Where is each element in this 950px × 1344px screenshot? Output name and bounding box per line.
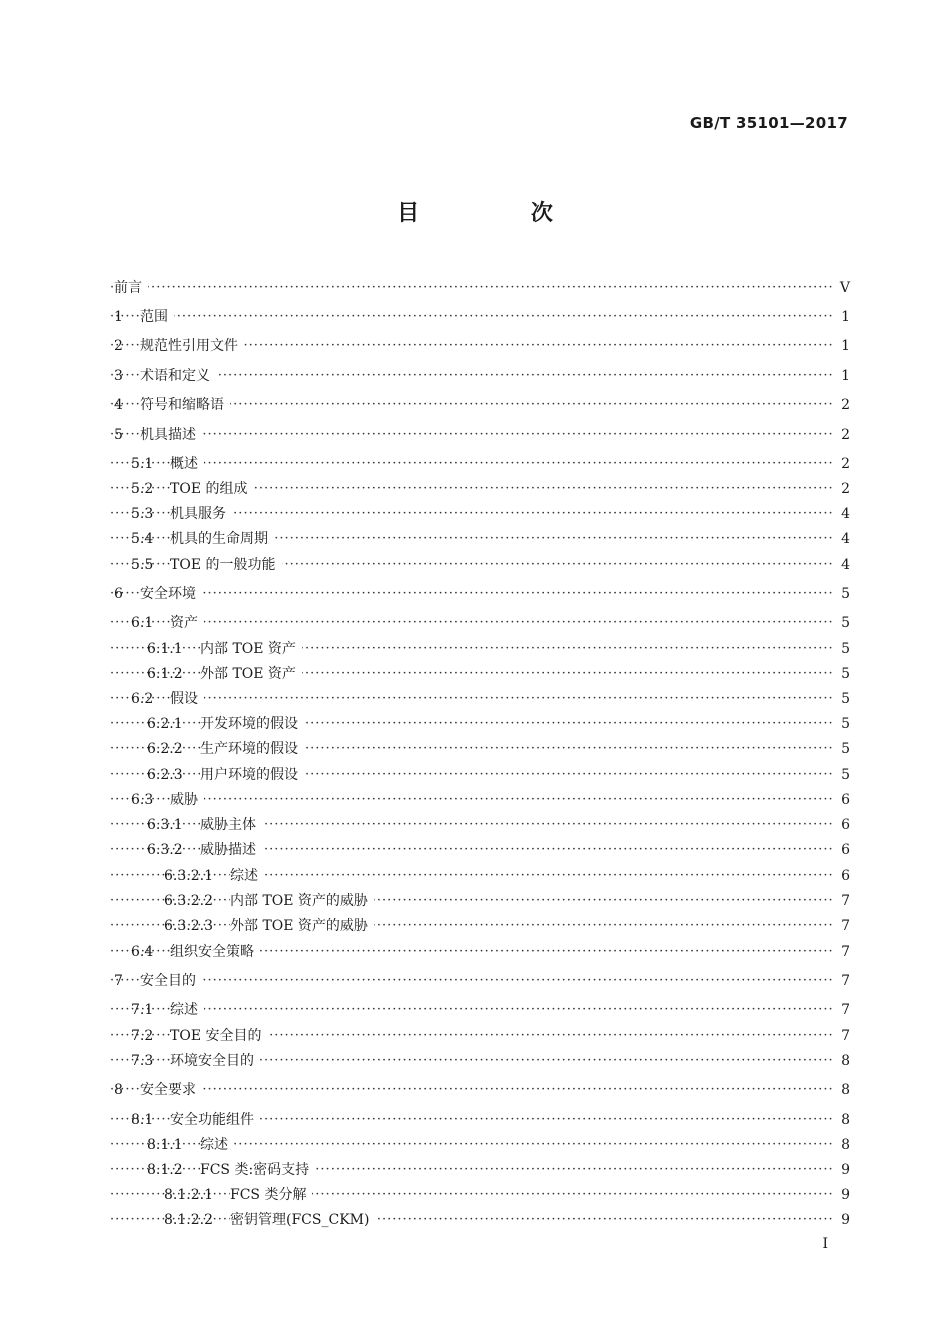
- toc-entry-number: 8: [114, 1082, 123, 1098]
- toc-entry-page: 2: [832, 423, 850, 447]
- toc-entry-label: 规范性引用文件: [140, 334, 244, 358]
- toc-entry-label: TOE 的一般功能: [170, 553, 282, 577]
- toc-entry-page: 5: [832, 687, 850, 711]
- toc-entry-label: 威胁描述: [200, 838, 262, 862]
- toc-entry-number: 6.1.2: [147, 666, 183, 682]
- toc-entry-page: 8: [832, 1049, 850, 1073]
- toc-entry[interactable]: [0, 1158, 950, 1182]
- toc-entry-label: 用户环境的假设: [200, 763, 304, 787]
- toc-entry[interactable]: [0, 998, 950, 1022]
- toc-entry-page: 5: [832, 582, 850, 606]
- toc-entry-label: TOE 的组成: [170, 477, 254, 501]
- toc-leader-dots: [110, 914, 842, 938]
- toc-entry-page: 2: [832, 393, 850, 417]
- toc-entry[interactable]: [0, 940, 950, 964]
- toc-entry-number: 8.1.2: [147, 1162, 183, 1178]
- toc-entry-page: 9: [832, 1208, 850, 1232]
- toc-entry-page: 9: [832, 1183, 850, 1207]
- toc-entry-page: 8: [832, 1133, 850, 1157]
- toc-entry-number: 6.1: [131, 615, 154, 631]
- toc-entry-number: 6: [114, 586, 123, 602]
- toc-entry-label: 内部 TOE 资产的威胁: [230, 889, 374, 913]
- toc-entry-label: 安全环境: [140, 582, 202, 606]
- toc-entry-number: 8.1.2.2: [164, 1212, 213, 1228]
- toc-entry[interactable]: [0, 662, 950, 686]
- toc-entry-number: 1: [114, 309, 123, 325]
- toc-entry-label: 资产: [170, 611, 204, 635]
- toc-leader-dots: [110, 864, 842, 888]
- toc-entry-label: 安全要求: [140, 1078, 202, 1102]
- toc-entry[interactable]: [0, 477, 950, 501]
- toc-leader-dots: [110, 788, 842, 812]
- toc-entry-number: 6.4: [131, 944, 154, 960]
- toc-entry-number: 6.3.2.2: [164, 893, 213, 909]
- toc-entry-label: 开发环境的假设: [200, 712, 304, 736]
- toc-entry-number: 2: [114, 338, 123, 354]
- toc-leader-dots: [110, 582, 842, 606]
- toc-leader-dots: [110, 889, 842, 913]
- toc-entry[interactable]: [0, 914, 950, 938]
- toc-entry-number: 6.3: [131, 792, 154, 808]
- toc-entry-page: 8: [832, 1108, 850, 1132]
- toc-entry[interactable]: [0, 364, 950, 388]
- toc-entry-label: 组织安全策略: [170, 940, 260, 964]
- toc-entry-label: 符号和缩略语: [140, 393, 230, 417]
- toc-entry-page: 7: [832, 889, 850, 913]
- toc-entry-page: 5: [832, 611, 850, 635]
- toc-entry-label: 机具描述: [140, 423, 202, 447]
- toc-entry[interactable]: [0, 1078, 950, 1102]
- toc-leader-dots: [110, 452, 842, 476]
- toc-entry[interactable]: [0, 1183, 950, 1207]
- standard-code: GB/T 35101—2017: [689, 114, 848, 132]
- toc-leader-dots: [110, 969, 842, 993]
- toc-entry-label: 综述: [200, 1133, 234, 1157]
- page-title: 目 次: [397, 201, 605, 226]
- toc-entry-label: 概述: [170, 452, 204, 476]
- toc-entry-page: 7: [832, 969, 850, 993]
- toc-entry-page: 7: [832, 998, 850, 1022]
- toc-entry-page: 5: [832, 637, 850, 661]
- page-number: I: [822, 1236, 828, 1252]
- toc-leader-dots: [110, 611, 842, 635]
- toc-entry-label: 威胁主体: [200, 813, 262, 837]
- toc-leader-dots: [110, 423, 842, 447]
- toc-entry-page: 7: [832, 914, 850, 938]
- toc-entry[interactable]: [0, 276, 950, 300]
- toc-entry-page: 4: [832, 553, 850, 577]
- toc-entry-label: 密钥管理(FCS_CKM): [230, 1208, 375, 1232]
- toc-entry-label: 威胁: [170, 788, 204, 812]
- toc-entry[interactable]: [0, 611, 950, 635]
- toc-entry[interactable]: [0, 553, 950, 577]
- toc-leader-dots: [110, 276, 842, 300]
- toc-entry-number: 6.2.2: [147, 741, 183, 757]
- toc-entry-label: 安全功能组件: [170, 1108, 260, 1132]
- toc-entry-number: 7.3: [131, 1053, 154, 1069]
- toc-entry-page: 1: [832, 334, 850, 358]
- toc-entry[interactable]: [0, 788, 950, 812]
- toc-entry-number: 8.1: [131, 1112, 154, 1128]
- toc-leader-dots: [110, 998, 842, 1022]
- toc-entry-label: TOE 安全目的: [170, 1024, 268, 1048]
- toc-entry-label: 机具的生命周期: [170, 527, 274, 551]
- toc-entry-number: 5.1: [131, 456, 154, 472]
- toc-entry-label: 环境安全目的: [170, 1049, 260, 1073]
- toc-leader-dots: [110, 1078, 842, 1102]
- toc-entry-page: 7: [832, 1024, 850, 1048]
- toc-entry-number: 5.3: [131, 506, 154, 522]
- toc-entry[interactable]: [0, 1108, 950, 1132]
- toc-entry-number: 5.4: [131, 531, 154, 547]
- toc-entry[interactable]: [0, 813, 950, 837]
- toc-entry-number: 6.2.1: [147, 716, 183, 732]
- toc-entry[interactable]: [0, 637, 950, 661]
- toc-entry-page: 6: [832, 788, 850, 812]
- toc-entry-label: 外部 TOE 资产: [200, 662, 302, 686]
- toc-entry-page: 2: [832, 477, 850, 501]
- toc-entry[interactable]: [0, 393, 950, 417]
- toc-entry-number: 5: [114, 427, 123, 443]
- toc-entry-number: 6.3.2.3: [164, 918, 213, 934]
- toc-entry-number: 6.3.1: [147, 817, 183, 833]
- toc-entry-label: FCS 类:密码支持: [200, 1158, 315, 1182]
- toc-entry-number: 7.1: [131, 1002, 154, 1018]
- toc-entry-page: 1: [832, 305, 850, 329]
- toc-entry[interactable]: [0, 1208, 950, 1232]
- toc-entry-page: 5: [832, 737, 850, 761]
- toc-entry-label: 综述: [230, 864, 264, 888]
- toc-entry-page: 1: [832, 364, 850, 388]
- toc-entry[interactable]: [0, 712, 950, 736]
- toc-entry-page: 4: [832, 502, 850, 526]
- toc-entry-number: 5.5: [131, 557, 154, 573]
- toc-entry-label: 生产环境的假设: [200, 737, 304, 761]
- toc-entry-label: 机具服务: [170, 502, 232, 526]
- toc-entry-page: 5: [832, 763, 850, 787]
- toc-entry[interactable]: [0, 502, 950, 526]
- toc-entry-label: 假设: [170, 687, 204, 711]
- toc-entry-number: 3: [114, 368, 123, 384]
- toc-entry-label: 范围: [140, 305, 174, 329]
- toc-entry[interactable]: [0, 423, 950, 447]
- toc-entry[interactable]: [0, 305, 950, 329]
- toc-entry[interactable]: [0, 687, 950, 711]
- toc-entry-label: 外部 TOE 资产的威胁: [230, 914, 374, 938]
- toc-entry[interactable]: [0, 737, 950, 761]
- toc-entry-number: 6.1.1: [147, 641, 183, 657]
- toc-leader-dots: [110, 687, 842, 711]
- toc-entry-number: 6.3.2: [147, 842, 183, 858]
- toc-entry-page: V: [832, 276, 850, 300]
- toc-entry-number: 8.1.1: [147, 1137, 183, 1153]
- toc-entry-number: 6.3.2.1: [164, 868, 213, 884]
- toc-entry-number: 7.2: [131, 1028, 154, 1044]
- toc-leader-dots: [110, 305, 842, 329]
- toc-entry-page: 5: [832, 712, 850, 736]
- toc-entry-page: 4: [832, 527, 850, 551]
- toc-entry-number: 6.2: [131, 691, 154, 707]
- toc-entry-page: 2: [832, 452, 850, 476]
- toc-entry[interactable]: [0, 582, 950, 606]
- toc-entry[interactable]: [0, 864, 950, 888]
- toc-entry[interactable]: [0, 763, 950, 787]
- toc-entry[interactable]: [0, 334, 950, 358]
- toc-entry-label: 安全目的: [140, 969, 202, 993]
- toc-entry-label: FCS 类分解: [230, 1183, 312, 1207]
- toc-entry[interactable]: [0, 1049, 950, 1073]
- toc-entry-page: 6: [832, 813, 850, 837]
- toc-entry-page: 8: [832, 1078, 850, 1102]
- toc-entry[interactable]: [0, 1024, 950, 1048]
- toc-entry-label: 内部 TOE 资产: [200, 637, 302, 661]
- toc-entry-number: 4: [114, 397, 123, 413]
- toc-entry-page: 6: [832, 864, 850, 888]
- toc-entry-number: 7: [114, 973, 123, 989]
- toc-entry-number: 6.2.3: [147, 767, 183, 783]
- toc-entry-page: 9: [832, 1158, 850, 1182]
- toc-leader-dots: [110, 364, 842, 388]
- toc-entry[interactable]: [0, 452, 950, 476]
- toc-entry[interactable]: [0, 527, 950, 551]
- toc-entry-number: 8.1.2.1: [164, 1187, 213, 1203]
- toc-leader-dots: [110, 1183, 842, 1207]
- toc-entry-number: 5.2: [131, 481, 154, 497]
- toc-entry-page: 7: [832, 940, 850, 964]
- toc-entry-page: 5: [832, 662, 850, 686]
- toc-entry[interactable]: [0, 969, 950, 993]
- toc-entry-label: 前言: [114, 276, 148, 300]
- toc-entry-label: 术语和定义: [140, 364, 216, 388]
- toc-entry-page: 6: [832, 838, 850, 862]
- toc-entry[interactable]: [0, 838, 950, 862]
- toc-entry-label: 综述: [170, 998, 204, 1022]
- toc-entry[interactable]: [0, 1133, 950, 1157]
- toc-leader-dots: [110, 1208, 842, 1232]
- toc-entry[interactable]: [0, 889, 950, 913]
